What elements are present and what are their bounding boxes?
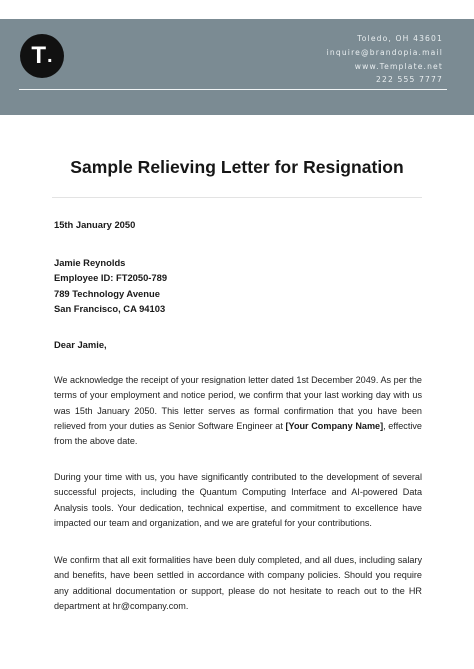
contact-address: Toledo, OH 43601 <box>357 34 443 43</box>
header-divider <box>19 89 447 90</box>
body-paragraph-2: During your time with us, you have significantly contributed to the development of several successful projects, including the Quantum Computing Interface and AI-powered Data Analysis tools. Your dedication, technical expertise, and commitment to excellence have impacted our team and organization, and we are grateful for your contributions. <box>54 472 422 528</box>
company-name-placeholder: [Your Company Name] <box>285 420 384 431</box>
recipient-employee-id: Employee ID: FT2050-789 <box>54 272 168 284</box>
logo-dot: . <box>47 45 53 67</box>
contact-block <box>327 32 443 87</box>
paragraph-1-tail: , effective from the above date. <box>54 420 422 447</box>
brand-logo <box>20 34 64 78</box>
letterhead <box>0 19 474 115</box>
recipient-address <box>54 255 167 317</box>
salutation: Dear Jamie, <box>54 339 107 350</box>
recipient-city: San Francisco, CA 94103 <box>54 303 166 315</box>
body-paragraph-3: We confirm that all exit formalities have been duly completed, and all dues, including salary and benefits, have been settled in accordance with company policies. Should you require any additional documentation or support, please do not hesitate to reach out to the HR department at hr@company.com. <box>54 555 422 611</box>
letter-date: 15th January 2050 <box>54 219 136 230</box>
recipient-name: Jamie Reynolds <box>54 257 126 268</box>
document-title: Sample Relieving Letter for Resignation <box>70 157 404 177</box>
contact-email: inquire@brandopia.mail <box>326 47 443 57</box>
title-divider <box>52 197 422 198</box>
body-paragraph-1 <box>54 373 422 449</box>
recipient-street: 789 Technology Avenue <box>54 287 160 299</box>
contact-website: www.Template.net <box>354 61 443 71</box>
contact-phone: 222 555 7777 <box>376 75 443 85</box>
logo-letter: T <box>31 42 47 69</box>
paragraph-1-text: We acknowledge the receipt of your resignation letter dated 1st December 2049. As per the terms of your employment and notice period, we confirm that your last working day with us was 15th January 2050. This letter serves as formal confirmation that you have been relieved from your duties as Senior Software Engineer at <box>54 375 422 431</box>
